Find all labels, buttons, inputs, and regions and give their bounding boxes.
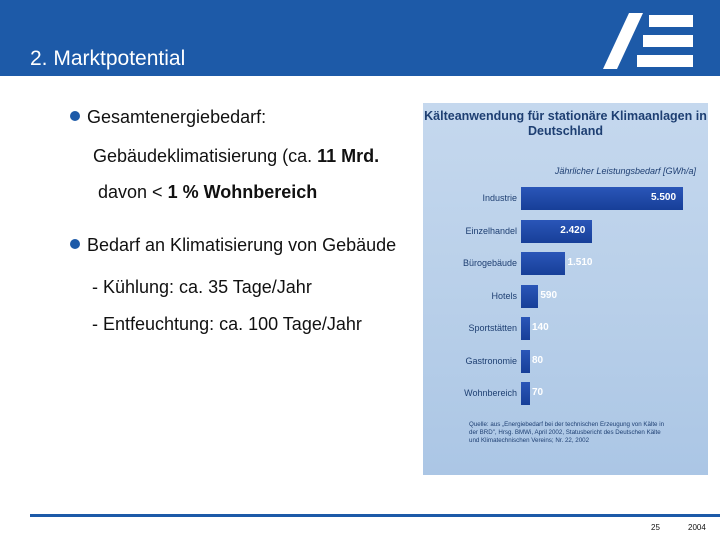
bar-hotels xyxy=(521,285,538,308)
bullet-gesamtenergiebedarf xyxy=(70,106,266,128)
line-entfeuchtung: - Entfeuchtung: ca. 100 Tage/Jahr xyxy=(92,314,362,334)
line-gebaeudeklimatisierung xyxy=(93,145,379,167)
value-label-gastronomie: 80 xyxy=(532,354,544,366)
category-label-gastronomie: Gastronomie xyxy=(465,355,517,366)
value-label-bürogebäude: 1.510 xyxy=(567,257,593,268)
line-wohnbereich xyxy=(98,181,317,203)
category-label-industrie: Industrie xyxy=(482,193,517,203)
value-label-einzelhandel: 2.420 xyxy=(560,224,586,236)
category-label-bürogebäude: Bürogebäude xyxy=(462,258,517,268)
bar-sportstätten xyxy=(521,317,530,340)
bar-gastronomie xyxy=(521,350,530,373)
chart-axis-label: Jährlicher Leistungsbedarf [GWh/a] xyxy=(554,166,696,176)
company-logo-icon xyxy=(603,13,695,69)
value-label-industrie: 5.500 xyxy=(651,192,677,203)
line2-bold: 11 Mrd. xyxy=(317,146,380,166)
chart-panel xyxy=(423,103,708,475)
line3-bold: 1 % Wohnbereich xyxy=(167,182,318,202)
line2-prefix: Gebäudeklimatisierung (ca. xyxy=(93,146,318,166)
chart-source: Quelle: aus „Energiebedarf bei der technischen Erzeugung von Kälte in der BRD", Hrsg. BMWi, April 2002, Statusbericht des Deutschen Kälte und Klimatechnischen Vereins; Nr. 22, 2002 xyxy=(469,421,665,444)
value-label-hotels: 590 xyxy=(540,289,558,301)
slide-title: 2. Marktpotential xyxy=(30,47,186,70)
line4-text: Bedarf an Klimatisierung von Gebäude xyxy=(87,235,397,255)
bullet-icon xyxy=(70,239,80,249)
category-label-wohnbereich: Wohnbereich xyxy=(464,388,517,398)
bullet-icon xyxy=(70,111,80,121)
footer-divider xyxy=(30,514,720,517)
line3-prefix: davon < xyxy=(98,182,168,202)
line-kuehlung: - Kühlung: ca. 35 Tage/Jahr xyxy=(92,277,312,297)
page-number: 25 xyxy=(651,523,660,532)
category-label-einzelhandel: Einzelhandel xyxy=(465,225,517,236)
bar-bürogebäude xyxy=(521,252,565,275)
footer-year: 2004 xyxy=(688,523,706,532)
line1-text: Gesamtenergiebedarf: xyxy=(87,107,267,127)
chart-title: Kälteanwendung für stationäre Klimaanlagen in Deutschland xyxy=(424,109,707,138)
category-label-hotels: Hotels xyxy=(491,290,517,301)
category-label-sportstätten: Sportstätten xyxy=(468,323,517,333)
bullet-bedarf-klimatisierung xyxy=(70,234,396,256)
value-label-sportstätten: 140 xyxy=(532,322,549,333)
value-label-wohnbereich: 70 xyxy=(532,387,544,398)
header-bar xyxy=(0,0,720,76)
bar-wohnbereich xyxy=(521,382,530,405)
